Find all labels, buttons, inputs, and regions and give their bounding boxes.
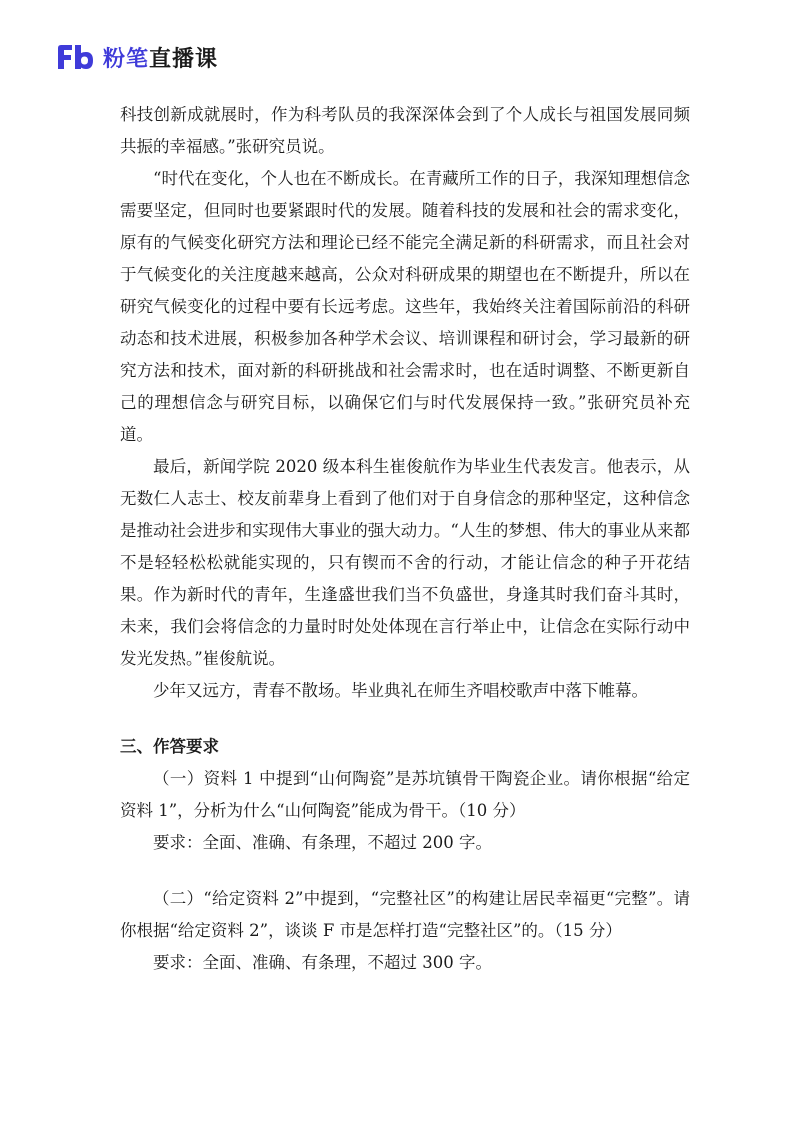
- logo-text-product: 直播课: [149, 46, 219, 72]
- logo-text: [103, 42, 218, 73]
- question-2: （二）“给定资料 2”中提到，“完整社区”的构建让居民幸福更“完整”。请你根据“给定资料 2”，谈谈 F 市是怎样打造“完整社区”的。（15 分）: [120, 889, 690, 940]
- paragraph-closing: 少年又远方，青春不散场。毕业典礼在师生齐唱校歌声中落下帷幕。: [153, 681, 648, 700]
- question-2-requirement: 要求：全面、准确、有条理，不超过 300 字。: [153, 953, 492, 972]
- logo-text-brand: 粉笔: [103, 46, 150, 72]
- section-heading: 三、作答要求: [120, 737, 219, 756]
- document-body: [120, 99, 690, 979]
- question-1: （一）资料 1 中提到“山何陶瓷”是苏坑镇骨干陶瓷企业。请你根据“给定资料 1”，分析为什么“山何陶瓷”能成为骨干。（10 分）: [120, 769, 690, 820]
- paragraph-graduate-speech: 最后，新闻学院 2020 级本科生崔俊航作为毕业生代表发言。他表示，从无数仁人志士、校友前辈身上看到了他们对于自身信念的那种坚定，这种信念是推动社会进步和实现伟大事业的强大动力。“人生的梦想、伟大的事业从来都不是轻轻松松就能实现的，只有锲而不舍的行动，才能让信念的种子开花结果。作为新时代的青年，生逢盛世我们当不负盛世，身逢其时我们奋斗其时，未来，我们会将信念的力量时时处处体现在言行举止中，让信念在实际行动中发光发热。”崔俊航说。: [120, 457, 690, 668]
- fb-logo-icon: [55, 42, 95, 72]
- paragraph-quote-researcher: “时代在变化，个人也在不断成长。在青藏所工作的日子，我深知理想信念需要坚定，但同时也要紧跟时代的发展。随着科技的发展和社会的需求变化，原有的气候变化研究方法和理论已经不能完全满足新的科研需求，而且社会对于气候变化的关注度越来越高，公众对科研成果的期望也在不断提升，所以在研究气候变化的过程中要有长远考虑。这些年，我始终关注着国际前沿的科研动态和技术进展，积极参加各种学术会议、培训课程和研讨会，学习最新的研究方法和技术，面对新的科研挑战和社会需求时，也在适时调整、不断更新自己的理想信念与研究目标，以确保它们与时代发展保持一致。”张研究员补充道。: [120, 169, 690, 444]
- brand-logo: [55, 40, 218, 74]
- paragraph-continuation: 科技创新成就展时，作为科考队员的我深深体会到了个人成长与祖国发展同频共振的幸福感。”张研究员说。: [120, 105, 690, 156]
- question-1-requirement: 要求：全面、准确、有条理，不超过 200 字。: [153, 833, 492, 852]
